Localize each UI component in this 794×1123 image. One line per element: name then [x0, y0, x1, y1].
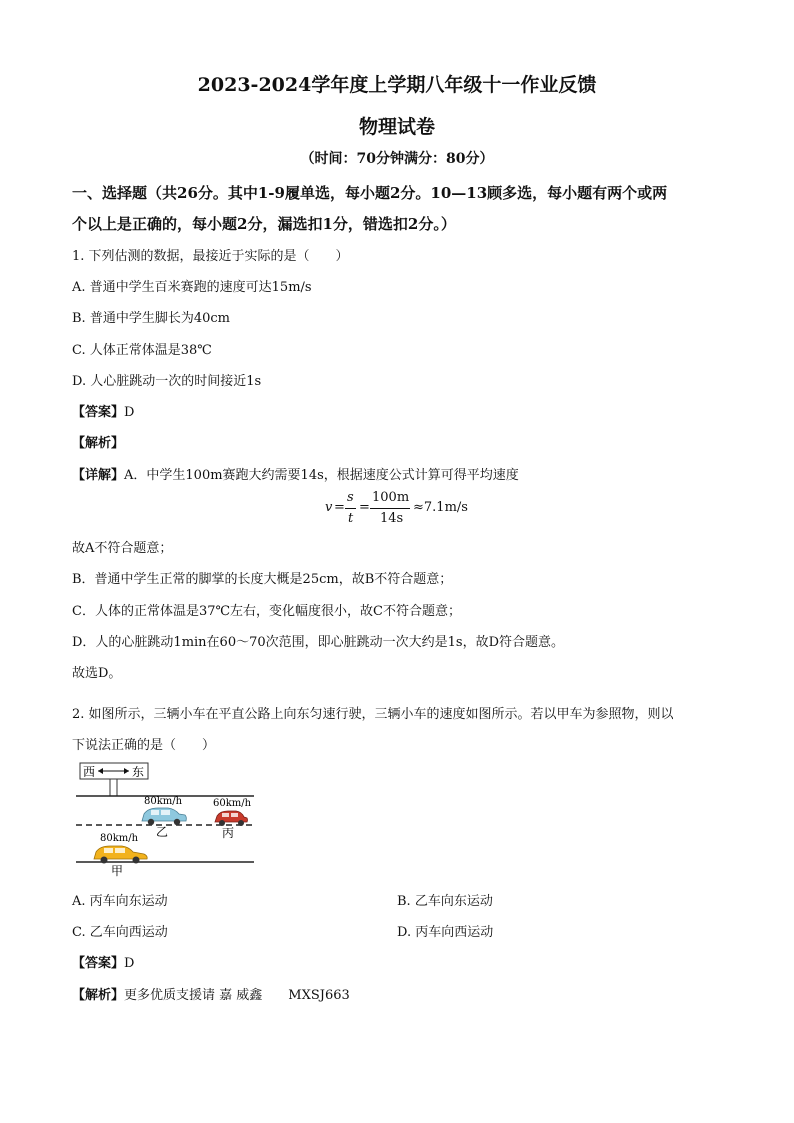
section-heading-line1: 一、选择题（共26分。其中1-9履单选，每小题2分。10—13顾多选，每小题有两个或两 — [72, 184, 668, 202]
car-yi-icon — [142, 808, 186, 825]
formula-frac1-bar — [345, 508, 356, 509]
q1-final: 故选D。 — [72, 666, 122, 681]
answer-tag: 【答案】 — [72, 956, 125, 971]
q1-detail-c: C．人体的正常体温是37℃左右，变化幅度很小，故C不符合题意； — [72, 604, 461, 619]
analysis-tag: 【解析】 — [72, 988, 125, 1003]
q1-option-a: A. 普通中学生百米赛跑的速度可达15m/s — [72, 280, 312, 295]
car-jia-speed: 80km/h — [100, 833, 139, 844]
formula-frac1-den: t — [348, 511, 354, 526]
car-jia-icon — [94, 846, 147, 864]
analysis-tag: 【解析】 — [72, 436, 125, 451]
exam-info: （时间：70分钟满分：80分） — [300, 151, 494, 167]
section-heading-line2: 个以上是正确的，每小题2分，漏选扣1分，错选扣2分。） — [72, 215, 456, 233]
answer-tag: 【答案】 — [72, 405, 125, 420]
formula-lhs: v — [325, 500, 333, 515]
formula-result: ≈7.1m/s — [413, 500, 468, 515]
car-bing-speed: 60km/h — [213, 798, 252, 809]
answer-value: D — [124, 405, 135, 420]
formula-eq1: = — [334, 500, 345, 515]
q2-stem-line2: 下说法正确的是（ ） — [72, 738, 216, 753]
subject-title: 物理试卷 — [358, 116, 435, 138]
detail-tag: 【详解】 — [72, 468, 125, 483]
q2-stem-line1: 2. 如图所示，三辆小车在平直公路上向东匀速行驶，三辆小车的速度如图所示。若以甲车为参照物，则以 — [72, 707, 674, 722]
q1-detail-b: B．普通中学生正常的脚掌的长度大概是25cm，故B不符合题意； — [72, 572, 453, 587]
formula-eq2: = — [359, 500, 370, 515]
car-jia-label: 甲 — [111, 864, 124, 878]
q2-option-d: D. 丙车向西运动 — [397, 925, 494, 940]
q1-conclusion-a: 故A不符合题意； — [72, 541, 173, 556]
q1-option-b: B. 普通中学生脚长为40cm — [72, 311, 230, 326]
car-yi-label: 乙 — [156, 825, 169, 839]
car-yi-speed: 80km/h — [144, 796, 183, 807]
q1-analysis-tag — [72, 432, 124, 451]
q2-option-c: C. 乙车向西运动 — [72, 925, 168, 940]
q2-analysis — [72, 984, 350, 1003]
formula-frac1-num: s — [347, 490, 354, 505]
formula-frac2-bar — [370, 508, 410, 509]
q2-option-b: B. 乙车向东运动 — [397, 894, 493, 909]
q1-detail-d: D．人的心脏跳动1min在60～70次范围，即心脏跳动一次大约是1s，故D符合题意。 — [72, 635, 565, 650]
q1-detail-a — [72, 464, 519, 483]
road-diagram — [72, 762, 272, 880]
q2-answer — [72, 952, 134, 971]
q1-option-c: C. 人体正常体温是38℃ — [72, 343, 212, 358]
answer-value: D — [124, 956, 135, 971]
q1-answer — [72, 401, 134, 420]
formula-frac2-den: 14s — [380, 511, 404, 526]
footer-note: 更多优质支援请 嘉 威鑫 MXSJ663 — [124, 988, 350, 1003]
west-label: 西 — [83, 765, 96, 779]
car-bing-icon — [215, 811, 248, 826]
car-bing-label: 丙 — [222, 826, 235, 840]
detail-a-text: A．中学生100m赛跑大约需要14s，根据速度公式计算可得平均速度 — [124, 468, 519, 483]
east-label: 东 — [132, 765, 145, 779]
q1-stem: 1. 下列估测的数据，最接近于实际的是（ ） — [72, 249, 349, 264]
q2-option-a: A. 丙车向东运动 — [72, 894, 168, 909]
page-title: 2023-2024学年度上学期八年级十一作业反馈 — [197, 74, 597, 96]
formula-frac2-num: 100m — [372, 490, 410, 505]
q1-option-d: D. 人心脏跳动一次的时间接近1s — [72, 374, 262, 389]
